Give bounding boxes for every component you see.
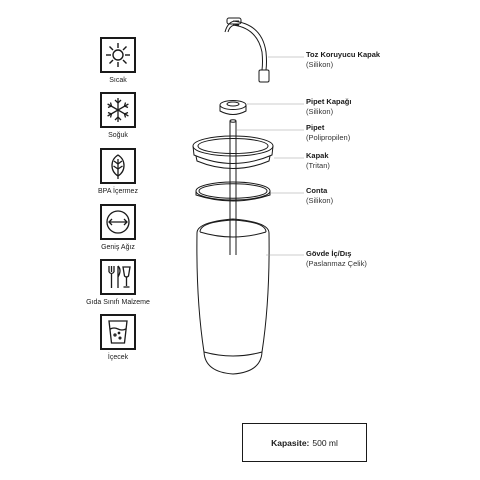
part-name: Pipet [306,123,325,132]
capacity-value: 500 ml [312,437,338,448]
feature-label: İçecek [107,354,129,361]
gasket-part [196,182,270,201]
part-label-straw [306,123,350,143]
feature-label: Gıda Sınıfı Malzeme [86,299,150,306]
feature-label: BPA İçermez [98,188,138,195]
feature-label: Sıcak [109,77,127,84]
capacity-label: Kapasite: [271,437,310,448]
part-label-gasket [306,186,333,206]
part-material: (Silikon) [306,196,334,205]
part-label-lid [306,151,330,171]
capacity-box [242,423,367,462]
part-label-straw-cap [306,97,351,117]
part-material: (Polipropilen) [306,133,351,142]
body-part [197,219,269,374]
feature-label: Geniş Ağız [101,244,135,251]
part-material: (Tritan) [306,161,330,170]
part-name: Kapak [306,151,329,160]
straw-part [230,120,236,255]
part-material: (Silikon) [306,60,334,69]
part-label-dust-cover [306,50,380,70]
part-name: Toz Koruyucu Kapak [306,50,381,59]
lid-part [193,136,273,169]
part-name: Conta [306,186,328,195]
part-material: (Silikon) [306,107,334,116]
part-label-body [306,249,367,269]
part-name: Pipet Kapağı [306,97,352,106]
dust-cover-part [225,18,269,82]
part-name: Gövde İç/Dış [306,249,352,258]
straw-cap-part [220,101,246,115]
part-material: (Paslanmaz Çelik) [306,259,367,268]
feature-label: Soğuk [108,132,128,139]
